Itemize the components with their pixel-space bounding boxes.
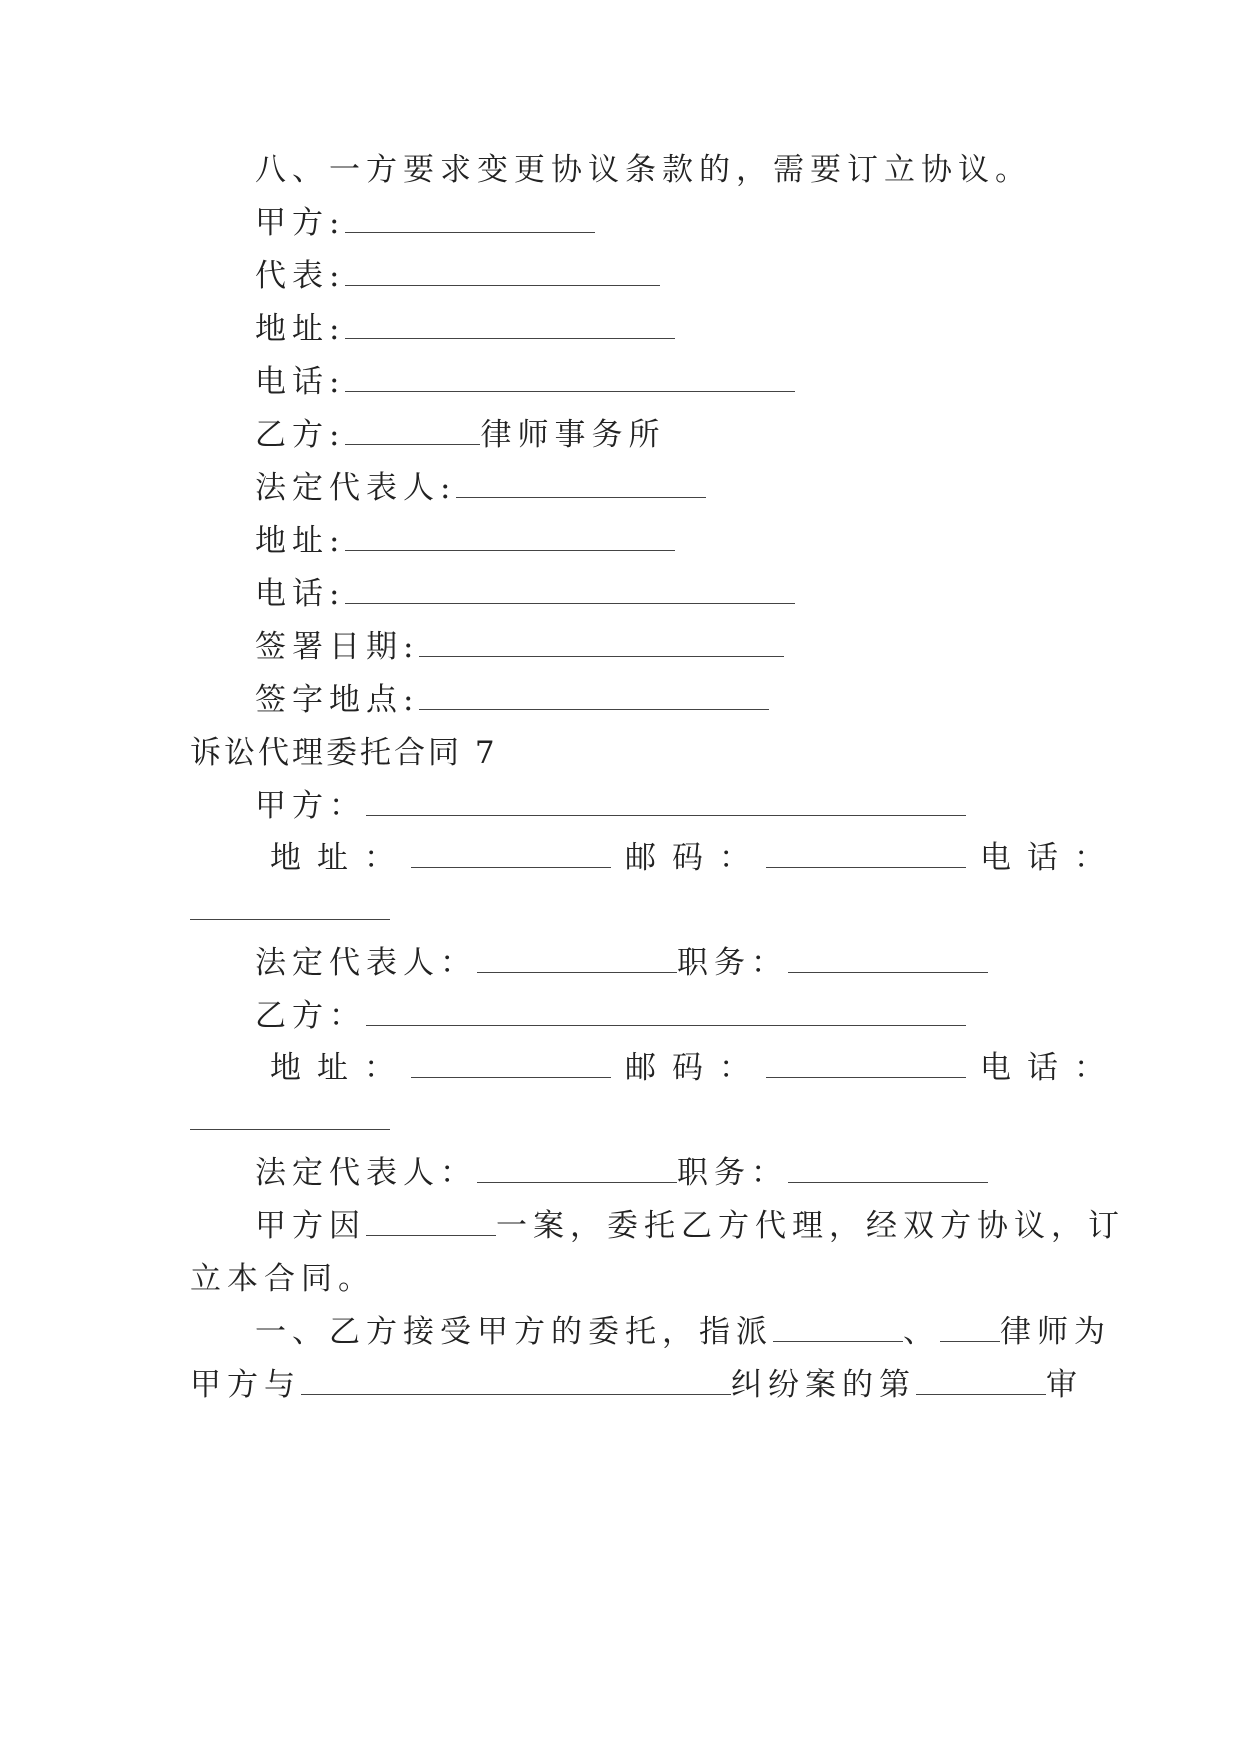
dispute-party-blank[interactable] [301, 1368, 731, 1395]
clause-one-separator: 、 [903, 1314, 940, 1350]
party-b-position-label: 职务： [677, 1155, 788, 1191]
party-a-position-label: 职务： [677, 945, 788, 981]
case-name-blank[interactable] [366, 1209, 496, 1236]
party-a-contact-row [270, 838, 1121, 878]
clause-eight-text: 八、一方要求变更协议条款的，需要订立协议。 [255, 152, 1032, 188]
party-b-postcode-blank[interactable] [766, 1051, 966, 1078]
clause-one-suffix: 律师为 [1000, 1314, 1111, 1350]
lawyer-two-blank[interactable] [940, 1315, 1000, 1342]
contract-party-a [255, 786, 966, 826]
party-b-field [255, 415, 665, 455]
party-a-postcode-label: 邮码： [625, 840, 766, 876]
contract-party-b-label: 乙方： [255, 998, 366, 1034]
party-b-legal-rep-blank[interactable] [477, 1156, 677, 1183]
party-b-phone-row [190, 1100, 390, 1140]
clause-one-trial-text: 审 [1046, 1367, 1083, 1403]
party-a-blank[interactable] [345, 206, 595, 233]
address-label-2: 地址: [255, 523, 346, 559]
clause-one-line-2 [190, 1365, 1083, 1405]
party-b-blank[interactable] [345, 418, 480, 445]
lawyer-one-blank[interactable] [773, 1315, 903, 1342]
party-a-address-blank[interactable] [411, 841, 611, 868]
party-b-postcode-label: 邮码： [625, 1050, 766, 1086]
clause-one-case-text: 纠纷案的第 [731, 1367, 916, 1403]
party-b-phone-blank[interactable] [190, 1103, 390, 1130]
sign-place-field [255, 680, 769, 720]
case-paragraph-line-1 [255, 1206, 1125, 1246]
contract-title [190, 733, 498, 773]
clause-one-party-text: 甲方与 [190, 1367, 301, 1403]
party-a-postcode-blank[interactable] [766, 841, 966, 868]
sign-date-label: 签署日期: [255, 629, 420, 665]
party-b-address-blank[interactable] [411, 1051, 611, 1078]
contract-party-b [255, 996, 966, 1036]
law-firm-label: 律师事务所 [480, 417, 666, 453]
party-a-label: 甲方: [255, 205, 346, 241]
address-label: 地址: [255, 311, 346, 347]
legal-rep-field [255, 468, 706, 508]
party-b-phone-label: 电话： [980, 1050, 1121, 1086]
party-a-field [255, 203, 595, 243]
representative-label: 代表: [255, 258, 346, 294]
sign-place-blank[interactable] [419, 683, 769, 710]
legal-rep-blank[interactable] [456, 471, 706, 498]
party-a-phone-label: 电话： [980, 840, 1121, 876]
party-b-position-blank[interactable] [788, 1156, 988, 1183]
phone-blank-2[interactable] [345, 577, 795, 604]
party-b-legal-rep-label: 法定代表人： [255, 1155, 477, 1191]
party-b-legal-rep-row [255, 1153, 988, 1193]
phone-field [255, 362, 795, 402]
contract-title-text: 诉讼代理委托合同 7 [190, 735, 498, 771]
party-a-legal-rep-blank[interactable] [477, 946, 677, 973]
case-text: 一案，委托乙方代理，经双方协议，订 [496, 1208, 1125, 1244]
representative-field [255, 256, 660, 296]
party-b-contact-row [270, 1048, 1121, 1088]
address-field [255, 309, 675, 349]
contract-party-b-blank[interactable] [366, 999, 966, 1026]
sign-place-label: 签字地点: [255, 682, 420, 718]
representative-blank[interactable] [345, 259, 660, 286]
phone-field-2 [255, 574, 795, 614]
clause-one-line-1 [255, 1312, 1111, 1352]
address-blank-2[interactable] [345, 524, 675, 551]
contract-party-a-blank[interactable] [366, 789, 966, 816]
phone-blank[interactable] [345, 365, 795, 392]
clause-one-text: 一、乙方接受甲方的委托，指派 [255, 1314, 773, 1350]
party-a-phone-row [190, 890, 390, 930]
sign-date-blank[interactable] [419, 630, 784, 657]
address-field-2 [255, 521, 675, 561]
case-text-continued: 立本合同。 [190, 1261, 375, 1297]
case-paragraph-line-2 [190, 1259, 375, 1299]
legal-rep-label: 法定代表人: [255, 470, 457, 506]
party-b-label: 乙方: [255, 417, 346, 453]
party-a-address-label: 地址： [270, 840, 411, 876]
party-a-legal-rep-row [255, 943, 988, 983]
party-b-address-label: 地址： [270, 1050, 411, 1086]
trial-level-blank[interactable] [916, 1368, 1046, 1395]
phone-label: 电话: [255, 364, 346, 400]
party-a-legal-rep-label: 法定代表人： [255, 945, 477, 981]
phone-label-2: 电话: [255, 576, 346, 612]
contract-party-a-label: 甲方： [255, 788, 366, 824]
party-a-position-blank[interactable] [788, 946, 988, 973]
address-blank[interactable] [345, 312, 675, 339]
sign-date-field [255, 627, 784, 667]
case-intro: 甲方因 [255, 1208, 366, 1244]
party-a-phone-blank[interactable] [190, 893, 390, 920]
clause-eight [255, 150, 1032, 190]
